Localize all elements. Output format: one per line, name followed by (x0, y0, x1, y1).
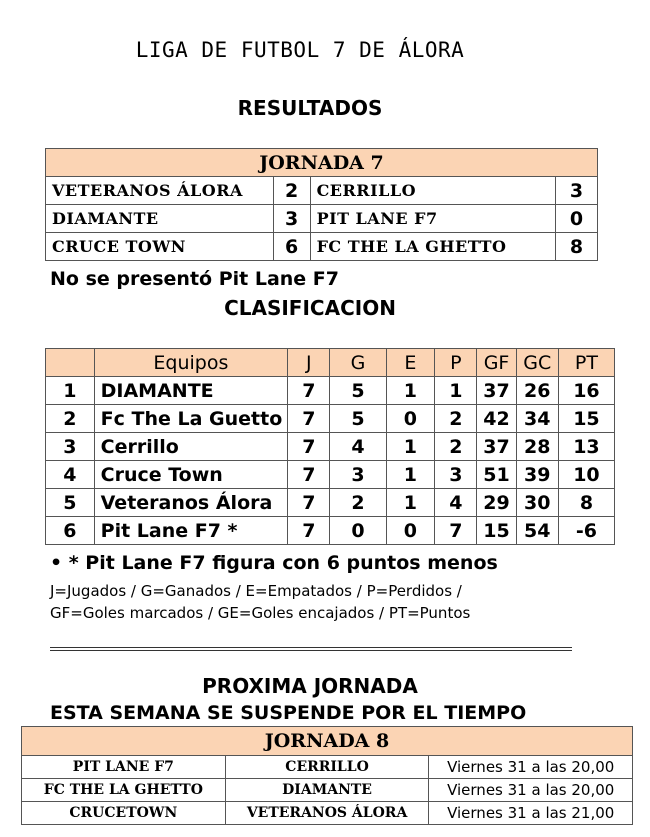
cell-team: DIAMANTE (94, 377, 288, 405)
away-team: FC THE LA GHETTO (310, 233, 556, 261)
cell-g: 0 (330, 517, 386, 545)
table-row (46, 377, 615, 405)
cell-gc: 26 (516, 377, 558, 405)
fixture-time: Viernes 31 a las 21,00 (429, 802, 633, 825)
cell-team: Pit Lane F7 * (94, 517, 288, 545)
abbreviations-legend (50, 580, 470, 624)
cell-team: Fc The La Guetto (94, 405, 288, 433)
results-table (45, 148, 598, 261)
col-header-gf: GF (477, 349, 516, 377)
cell-j: 7 (288, 489, 330, 517)
table-row (46, 517, 615, 545)
cell-gf: 37 (477, 377, 516, 405)
fixture-away: DIAMANTE (225, 779, 429, 802)
cell-gc: 39 (516, 461, 558, 489)
next-round-notice: ESTA SEMANA SE SUSPENDE POR EL TIEMPO (50, 702, 527, 724)
cell-p: 2 (435, 405, 477, 433)
col-header-team: Equipos (94, 349, 288, 377)
cell-g: 2 (330, 489, 386, 517)
col-header-gc: GC (516, 349, 558, 377)
cell-e: 1 (386, 489, 435, 517)
fixture-row (22, 779, 633, 802)
col-header-pos (46, 349, 95, 377)
away-goals: 3 (556, 177, 598, 205)
cell-pos: 3 (46, 433, 95, 461)
results-jornada: JORNADA 7 (46, 149, 598, 177)
next-round-title: PROXIMA JORNADA (202, 674, 418, 698)
cell-e: 1 (386, 433, 435, 461)
cell-gc: 54 (516, 517, 558, 545)
cell-pos: 4 (46, 461, 95, 489)
fixture-home: PIT LANE F7 (22, 756, 226, 779)
col-header-p: P (435, 349, 477, 377)
cell-j: 7 (288, 461, 330, 489)
away-goals: 0 (556, 205, 598, 233)
cell-pt: 8 (558, 489, 614, 517)
cell-e: 0 (386, 517, 435, 545)
cell-e: 0 (386, 405, 435, 433)
col-header-j: J (288, 349, 330, 377)
cell-p: 3 (435, 461, 477, 489)
cell-pt: 15 (558, 405, 614, 433)
cell-j: 7 (288, 433, 330, 461)
away-goals: 8 (556, 233, 598, 261)
fixture-home: FC THE LA GHETTO (22, 779, 226, 802)
fixture-home: CRUCETOWN (22, 802, 226, 825)
no-show-note: No se presentó Pit Lane F7 (50, 268, 339, 290)
cell-p: 1 (435, 377, 477, 405)
fixture-time: Viernes 31 a las 20,00 (429, 779, 633, 802)
cell-gf: 42 (477, 405, 516, 433)
cell-pt: -6 (558, 517, 614, 545)
result-row (46, 205, 598, 233)
fixture-away: VETERANOS ÁLORA (225, 802, 429, 825)
cell-gc: 34 (516, 405, 558, 433)
cell-p: 4 (435, 489, 477, 517)
cell-pos: 2 (46, 405, 95, 433)
cell-gc: 30 (516, 489, 558, 517)
home-goals: 3 (273, 205, 310, 233)
home-goals: 6 (273, 233, 310, 261)
standings-title: CLASIFICACION (224, 296, 396, 320)
cell-pt: 16 (558, 377, 614, 405)
next-round-jornada: JORNADA 8 (22, 727, 633, 756)
fixture-row (22, 756, 633, 779)
home-team: DIAMANTE (46, 205, 274, 233)
cell-pt: 13 (558, 433, 614, 461)
cell-p: 2 (435, 433, 477, 461)
fixture-time: Viernes 31 a las 20,00 (429, 756, 633, 779)
home-team: VETERANOS ÁLORA (46, 177, 274, 205)
cell-gf: 29 (477, 489, 516, 517)
away-team: CERRILLO (310, 177, 556, 205)
cell-g: 3 (330, 461, 386, 489)
cell-gc: 28 (516, 433, 558, 461)
col-header-e: E (386, 349, 435, 377)
away-team: PIT LANE F7 (310, 205, 556, 233)
cell-team: Cruce Town (94, 461, 288, 489)
cell-team: Cerrillo (94, 433, 288, 461)
divider (50, 647, 572, 651)
cell-e: 1 (386, 461, 435, 489)
cell-team: Veteranos Álora (94, 489, 288, 517)
cell-pos: 6 (46, 517, 95, 545)
cell-j: 7 (288, 405, 330, 433)
cell-g: 4 (330, 433, 386, 461)
cell-gf: 37 (477, 433, 516, 461)
cell-pos: 5 (46, 489, 95, 517)
home-goals: 2 (273, 177, 310, 205)
cell-pos: 1 (46, 377, 95, 405)
legend-line: J=Jugados / G=Ganados / E=Empatados / P=Perdidos / (50, 582, 462, 600)
standings-table (45, 348, 615, 545)
fixture-row (22, 802, 633, 825)
col-header-g: G (330, 349, 386, 377)
result-row (46, 177, 598, 205)
cell-g: 5 (330, 377, 386, 405)
results-title: RESULTADOS (237, 96, 383, 120)
cell-g: 5 (330, 405, 386, 433)
legend-line: GF=Goles marcados / GE=Goles encajados / PT=Puntos (50, 604, 471, 622)
cell-gf: 15 (477, 517, 516, 545)
table-row (46, 405, 615, 433)
next-round-table (21, 726, 633, 825)
table-row (46, 489, 615, 517)
cell-pt: 10 (558, 461, 614, 489)
penalty-note: • * Pit Lane F7 figura con 6 puntos menos (50, 552, 498, 574)
cell-gf: 51 (477, 461, 516, 489)
standings-header-row (46, 349, 615, 377)
cell-e: 1 (386, 377, 435, 405)
cell-p: 7 (435, 517, 477, 545)
home-team: CRUCE TOWN (46, 233, 274, 261)
fixture-away: CERRILLO (225, 756, 429, 779)
result-row (46, 233, 598, 261)
league-title: LIGA DE FUTBOL 7 DE ÁLORA (135, 38, 465, 62)
table-row (46, 461, 615, 489)
table-row (46, 433, 615, 461)
cell-j: 7 (288, 377, 330, 405)
col-header-pt: PT (558, 349, 614, 377)
cell-j: 7 (288, 517, 330, 545)
